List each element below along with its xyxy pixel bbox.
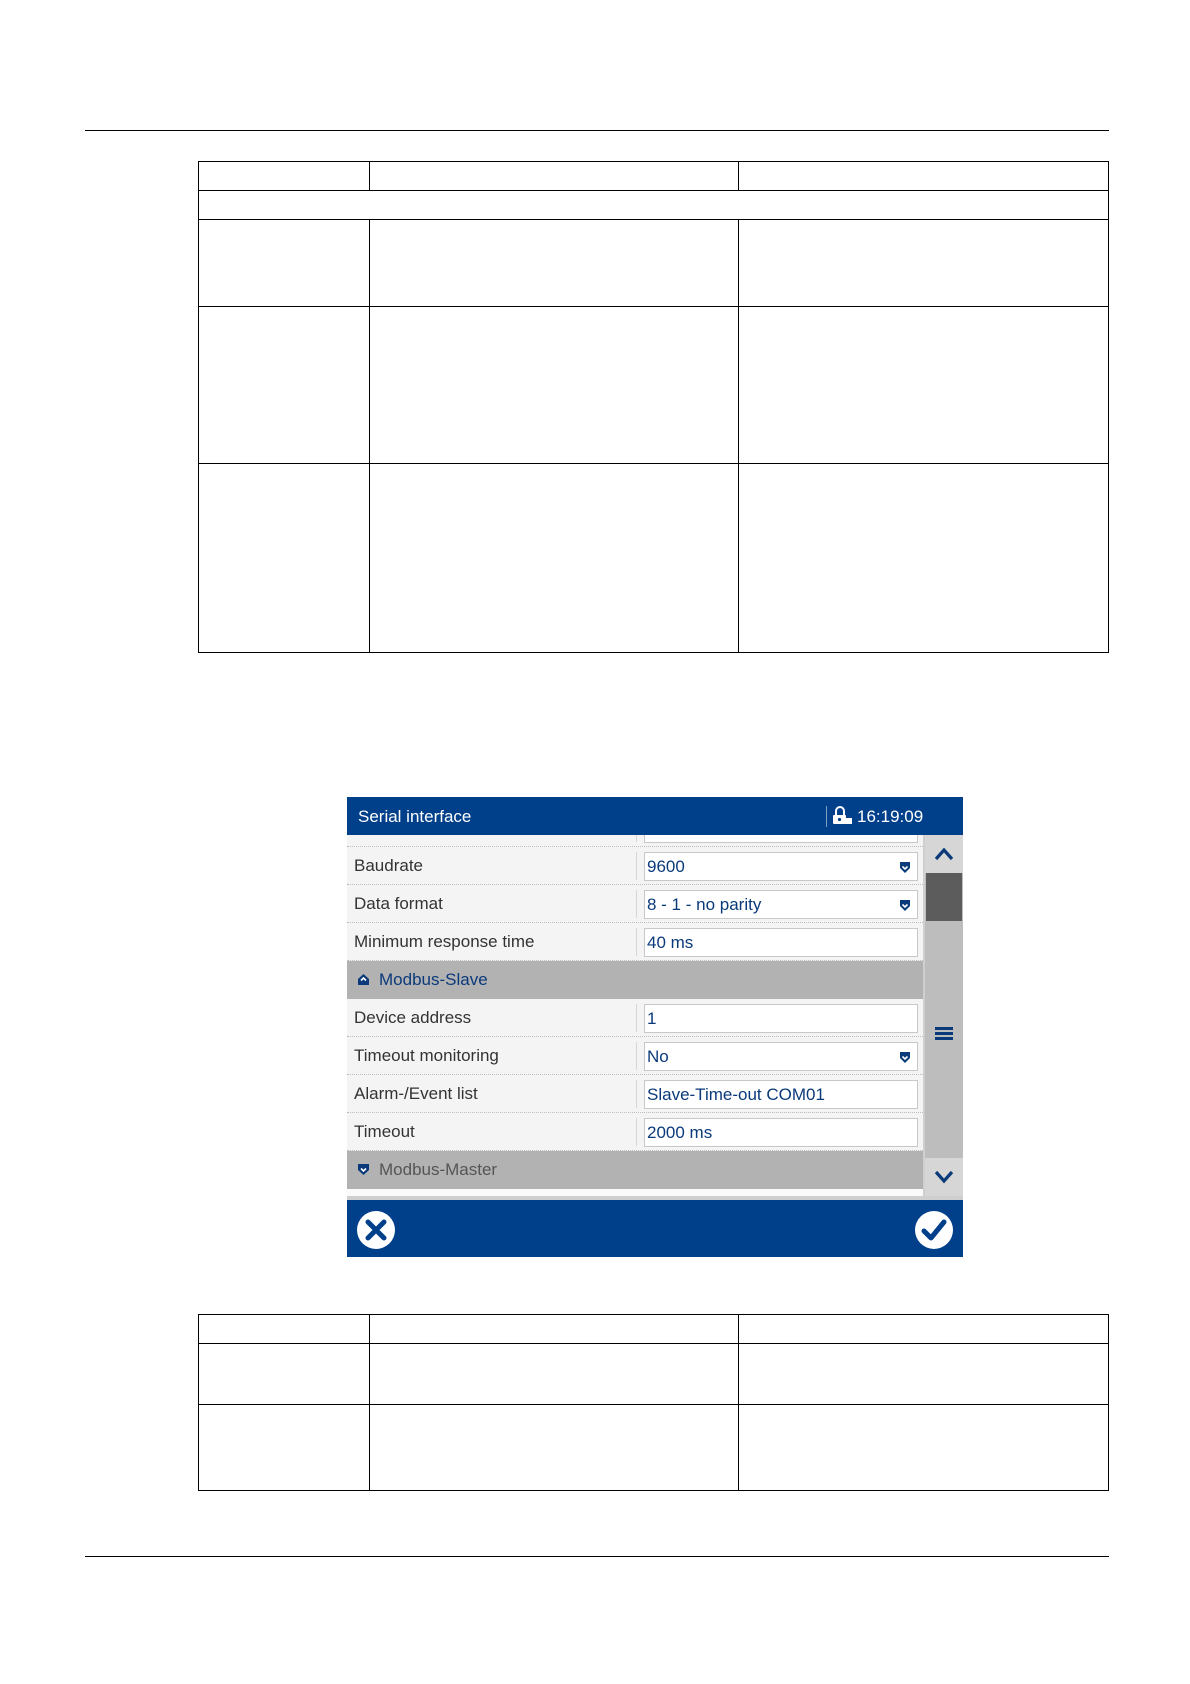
data-format-value: 8 - 1 - no parity — [647, 895, 762, 914]
settings-list — [347, 835, 923, 1196]
min-response-label: Minimum response time — [354, 932, 535, 951]
title-separator — [826, 806, 827, 827]
min-response-row — [347, 923, 923, 961]
device-address-value: 1 — [647, 1009, 657, 1028]
scrollbar[interactable] — [925, 835, 963, 1196]
timeout-label: Timeout — [354, 1122, 415, 1141]
parameter-table-top — [198, 161, 1109, 653]
dropdown-arrow-icon — [899, 1051, 911, 1064]
menu-icon[interactable] — [925, 1020, 963, 1046]
alarm-event-list-row — [347, 1075, 923, 1113]
expand-down-icon — [357, 1163, 370, 1176]
min-response-input[interactable] — [644, 928, 918, 957]
data-format-select[interactable] — [644, 890, 918, 919]
baudrate-value: 9600 — [647, 857, 685, 876]
lock-icon — [831, 805, 853, 827]
device-address-input[interactable] — [644, 1004, 918, 1033]
partial-field[interactable] — [644, 835, 918, 843]
timeout-input[interactable] — [644, 1118, 918, 1147]
baudrate-label: Baudrate — [354, 856, 423, 875]
chevron-up-icon — [925, 835, 963, 873]
header-rule — [85, 130, 1109, 131]
chevron-down-icon — [925, 1158, 963, 1196]
min-response-value: 40 ms — [647, 933, 694, 952]
device-screen — [347, 797, 963, 1257]
timeout-monitoring-row — [347, 1037, 923, 1075]
scroll-thumb[interactable] — [926, 873, 962, 921]
clock: 16:19:09 — [857, 807, 924, 826]
timeout-monitoring-value: No — [647, 1047, 669, 1066]
bottom-bar — [347, 1200, 963, 1257]
device-address-row — [347, 999, 923, 1037]
title-bar — [347, 797, 963, 835]
partial-row — [347, 835, 923, 847]
data-format-label: Data format — [354, 894, 443, 913]
baudrate-select[interactable] — [644, 852, 918, 881]
modbus-slave-title: Modbus-Slave — [379, 970, 488, 989]
timeout-monitoring-label: Timeout monitoring — [354, 1046, 499, 1065]
dropdown-arrow-icon — [899, 899, 911, 912]
timeout-value: 2000 ms — [647, 1123, 713, 1142]
alarm-event-list-input[interactable] — [644, 1080, 918, 1109]
alarm-event-list-value: Slave-Time-out COM01 — [647, 1085, 825, 1104]
timeout-monitoring-select[interactable] — [644, 1042, 918, 1071]
confirm-icon[interactable] — [914, 1210, 954, 1250]
modbus-master-title: Modbus-Master — [379, 1160, 498, 1179]
modbus-slave-section[interactable] — [347, 961, 923, 999]
device-address-label: Device address — [354, 1008, 472, 1027]
window-title: Serial interface — [358, 807, 472, 826]
dropdown-arrow-icon — [899, 861, 911, 874]
footer-rule — [85, 1556, 1109, 1557]
data-format-row — [347, 885, 923, 923]
collapse-up-icon — [357, 973, 370, 986]
scroll-down-button[interactable] — [925, 1158, 963, 1196]
timeout-row — [347, 1113, 923, 1151]
modbus-master-section[interactable] — [347, 1151, 923, 1189]
alarm-event-list-label: Alarm-/Event list — [354, 1084, 478, 1103]
baudrate-row — [347, 847, 923, 885]
parameter-table-bottom — [198, 1314, 1109, 1491]
scroll-up-button[interactable] — [925, 835, 963, 873]
cancel-icon[interactable] — [356, 1210, 396, 1250]
